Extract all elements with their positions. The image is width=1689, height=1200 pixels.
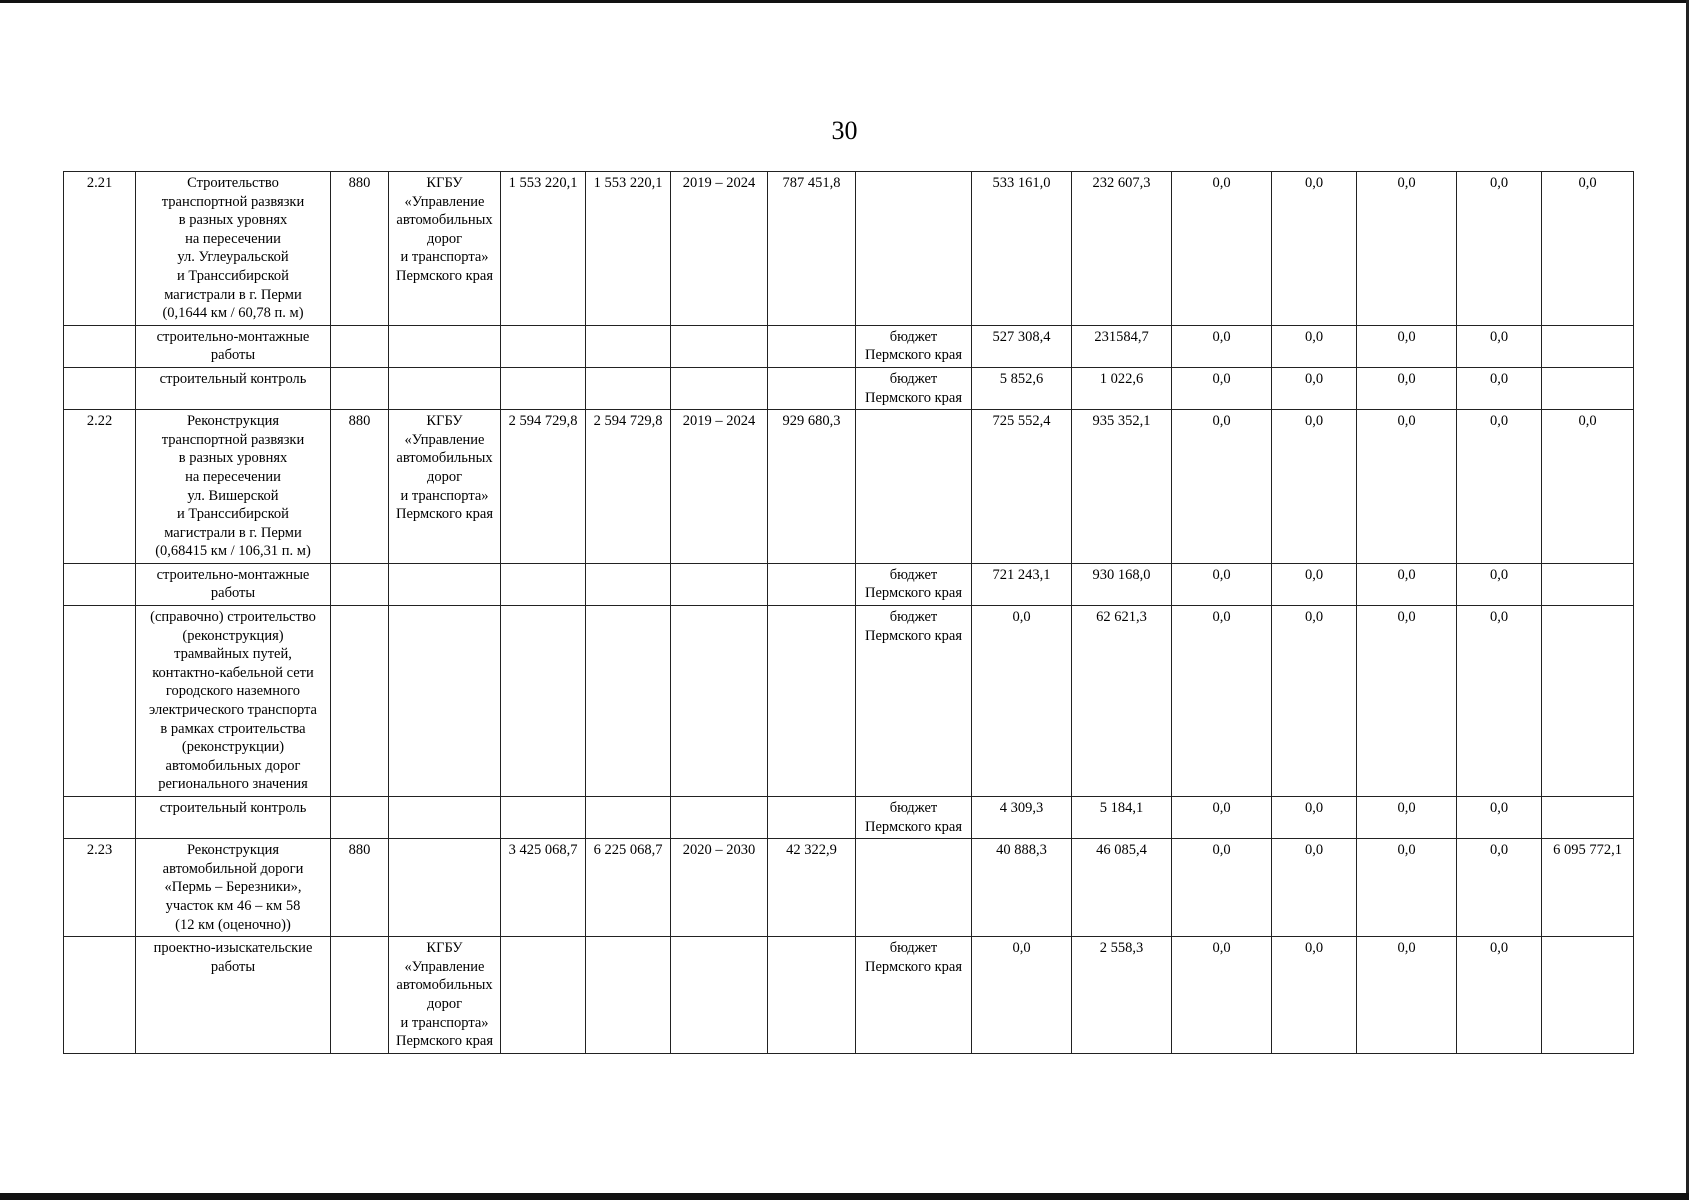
year-6-value-cell: 0,0 [1457,839,1542,937]
period-cell [671,367,768,409]
year-3-value-cell: 0,0 [1172,797,1272,839]
executor-cell [389,606,501,797]
executor-cell [389,325,501,367]
year-4-value-cell: 0,0 [1272,563,1357,605]
year-6-value-cell: 0,0 [1457,797,1542,839]
year-7-value-cell [1542,563,1634,605]
funding-source-cell: бюджет Пермского края [856,325,972,367]
year-3-value-cell: 0,0 [1172,410,1272,564]
budget-code-cell [331,367,389,409]
budget-code-cell: 880 [331,410,389,564]
budget-code-cell: 880 [331,839,389,937]
period-cell: 2019 – 2024 [671,410,768,564]
table-row [64,563,1634,605]
total-cost-cell: 2 594 729,8 [501,410,586,564]
item-name-cell: Реконструкция автомобильной дороги «Пермь – Березники», участок км 46 – км 58 (12 км (оценочно)) [136,839,331,937]
spent-before-cell [768,325,856,367]
estimated-cost-cell [586,325,671,367]
year-2-value-cell: 232 607,3 [1072,172,1172,326]
estimated-cost-cell [586,937,671,1054]
funding-source-cell: бюджет Пермского края [856,367,972,409]
row-number-cell [64,325,136,367]
executor-cell [389,839,501,937]
budget-code-cell: 880 [331,172,389,326]
item-name-cell: строительно-монтажные работы [136,563,331,605]
year-3-value-cell: 0,0 [1172,172,1272,326]
estimated-cost-cell: 6 225 068,7 [586,839,671,937]
executor-cell [389,563,501,605]
spent-before-cell [768,937,856,1054]
year-1-value-cell: 721 243,1 [972,563,1072,605]
funding-source-cell: бюджет Пермского края [856,797,972,839]
total-cost-cell: 3 425 068,7 [501,839,586,937]
year-6-value-cell: 0,0 [1457,172,1542,326]
period-cell [671,325,768,367]
year-4-value-cell: 0,0 [1272,367,1357,409]
year-3-value-cell: 0,0 [1172,839,1272,937]
year-1-value-cell: 4 309,3 [972,797,1072,839]
item-name-cell: (справочно) строительство (реконструкция) трамвайных путей, контактно-кабельной сети городского наземного электрического транспорта в рамках строительства (реконструкции) автомобильных дорог регионального значения [136,606,331,797]
table-row [64,325,1634,367]
year-4-value-cell: 0,0 [1272,606,1357,797]
spent-before-cell: 929 680,3 [768,410,856,564]
funding-source-cell: бюджет Пермского края [856,606,972,797]
row-number-cell: 2.21 [64,172,136,326]
period-cell [671,797,768,839]
item-name-cell: строительный контроль [136,367,331,409]
spent-before-cell: 787 451,8 [768,172,856,326]
scan-border-top [0,0,1689,3]
estimated-cost-cell: 2 594 729,8 [586,410,671,564]
spent-before-cell: 42 322,9 [768,839,856,937]
estimated-cost-cell [586,563,671,605]
year-7-value-cell [1542,797,1634,839]
budget-code-cell [331,325,389,367]
page-number: 30 [831,116,858,145]
budget-code-cell [331,797,389,839]
table-row [64,797,1634,839]
row-number-cell [64,937,136,1054]
year-1-value-cell: 527 308,4 [972,325,1072,367]
year-7-value-cell [1542,325,1634,367]
year-2-value-cell: 62 621,3 [1072,606,1172,797]
table-row [64,367,1634,409]
table-row [64,410,1634,564]
year-4-value-cell: 0,0 [1272,172,1357,326]
row-number-cell [64,563,136,605]
row-number-cell: 2.23 [64,839,136,937]
year-6-value-cell: 0,0 [1457,606,1542,797]
item-name-cell: Строительство транспортной развязки в разных уровнях на пересечении ул. Углеуральской и Транссибирской магистрали в г. Перми (0,1644 км / 60,78 п. м) [136,172,331,326]
year-6-value-cell: 0,0 [1457,325,1542,367]
funding-source-cell: бюджет Пермского края [856,937,972,1054]
year-4-value-cell: 0,0 [1272,797,1357,839]
period-cell [671,937,768,1054]
year-5-value-cell: 0,0 [1357,606,1457,797]
year-5-value-cell: 0,0 [1357,797,1457,839]
year-3-value-cell: 0,0 [1172,325,1272,367]
row-number-cell: 2.22 [64,410,136,564]
year-5-value-cell: 0,0 [1357,367,1457,409]
total-cost-cell [501,606,586,797]
year-1-value-cell: 533 161,0 [972,172,1072,326]
row-number-cell [64,367,136,409]
year-5-value-cell: 0,0 [1357,410,1457,564]
spent-before-cell [768,563,856,605]
funding-source-cell [856,839,972,937]
total-cost-cell [501,563,586,605]
year-2-value-cell: 930 168,0 [1072,563,1172,605]
year-3-value-cell: 0,0 [1172,606,1272,797]
year-2-value-cell: 935 352,1 [1072,410,1172,564]
year-1-value-cell: 0,0 [972,606,1072,797]
table-row [64,937,1634,1054]
table-row [64,606,1634,797]
item-name-cell: строительный контроль [136,797,331,839]
table-row [64,839,1634,937]
row-number-cell [64,797,136,839]
year-2-value-cell: 46 085,4 [1072,839,1172,937]
estimated-cost-cell [586,606,671,797]
year-2-value-cell: 231584,7 [1072,325,1172,367]
budget-code-cell [331,606,389,797]
year-6-value-cell: 0,0 [1457,367,1542,409]
year-1-value-cell: 5 852,6 [972,367,1072,409]
year-3-value-cell: 0,0 [1172,367,1272,409]
year-5-value-cell: 0,0 [1357,937,1457,1054]
year-5-value-cell: 0,0 [1357,563,1457,605]
budget-table [63,171,1634,1054]
year-4-value-cell: 0,0 [1272,937,1357,1054]
spent-before-cell [768,367,856,409]
year-7-value-cell: 0,0 [1542,172,1634,326]
executor-cell: КГБУ «Управление автомобильных дорог и транспорта» Пермского края [389,937,501,1054]
table-body [64,172,1634,1054]
year-5-value-cell: 0,0 [1357,325,1457,367]
total-cost-cell [501,367,586,409]
year-1-value-cell: 0,0 [972,937,1072,1054]
year-7-value-cell [1542,367,1634,409]
total-cost-cell [501,325,586,367]
year-7-value-cell [1542,606,1634,797]
year-5-value-cell: 0,0 [1357,839,1457,937]
year-6-value-cell: 0,0 [1457,563,1542,605]
period-cell: 2020 – 2030 [671,839,768,937]
row-number-cell [64,606,136,797]
year-7-value-cell: 6 095 772,1 [1542,839,1634,937]
spent-before-cell [768,606,856,797]
total-cost-cell [501,937,586,1054]
year-7-value-cell: 0,0 [1542,410,1634,564]
spent-before-cell [768,797,856,839]
period-cell: 2019 – 2024 [671,172,768,326]
year-4-value-cell: 0,0 [1272,325,1357,367]
year-3-value-cell: 0,0 [1172,563,1272,605]
total-cost-cell [501,797,586,839]
item-name-cell: строительно-монтажные работы [136,325,331,367]
period-cell [671,606,768,797]
year-4-value-cell: 0,0 [1272,839,1357,937]
executor-cell: КГБУ «Управление автомобильных дорог и транспорта» Пермского края [389,172,501,326]
executor-cell [389,367,501,409]
estimated-cost-cell [586,367,671,409]
year-4-value-cell: 0,0 [1272,410,1357,564]
estimated-cost-cell [586,797,671,839]
funding-source-cell [856,172,972,326]
period-cell [671,563,768,605]
funding-source-cell: бюджет Пермского края [856,563,972,605]
year-5-value-cell: 0,0 [1357,172,1457,326]
item-name-cell: проектно-изыскательские работы [136,937,331,1054]
year-2-value-cell: 5 184,1 [1072,797,1172,839]
year-6-value-cell: 0,0 [1457,410,1542,564]
budget-code-cell [331,563,389,605]
year-2-value-cell: 1 022,6 [1072,367,1172,409]
year-7-value-cell [1542,937,1634,1054]
estimated-cost-cell: 1 553 220,1 [586,172,671,326]
executor-cell: КГБУ «Управление автомобильных дорог и транспорта» Пермского края [389,410,501,564]
year-2-value-cell: 2 558,3 [1072,937,1172,1054]
table-row [64,172,1634,326]
executor-cell [389,797,501,839]
item-name-cell: Реконструкция транспортной развязки в разных уровнях на пересечении ул. Вишерской и Транссибирской магистрали в г. Перми (0,68415 км / 106,31 п. м) [136,410,331,564]
scan-border-bottom [0,1193,1689,1200]
budget-code-cell [331,937,389,1054]
year-3-value-cell: 0,0 [1172,937,1272,1054]
year-6-value-cell: 0,0 [1457,937,1542,1054]
funding-source-cell [856,410,972,564]
year-1-value-cell: 40 888,3 [972,839,1072,937]
year-1-value-cell: 725 552,4 [972,410,1072,564]
total-cost-cell: 1 553 220,1 [501,172,586,326]
